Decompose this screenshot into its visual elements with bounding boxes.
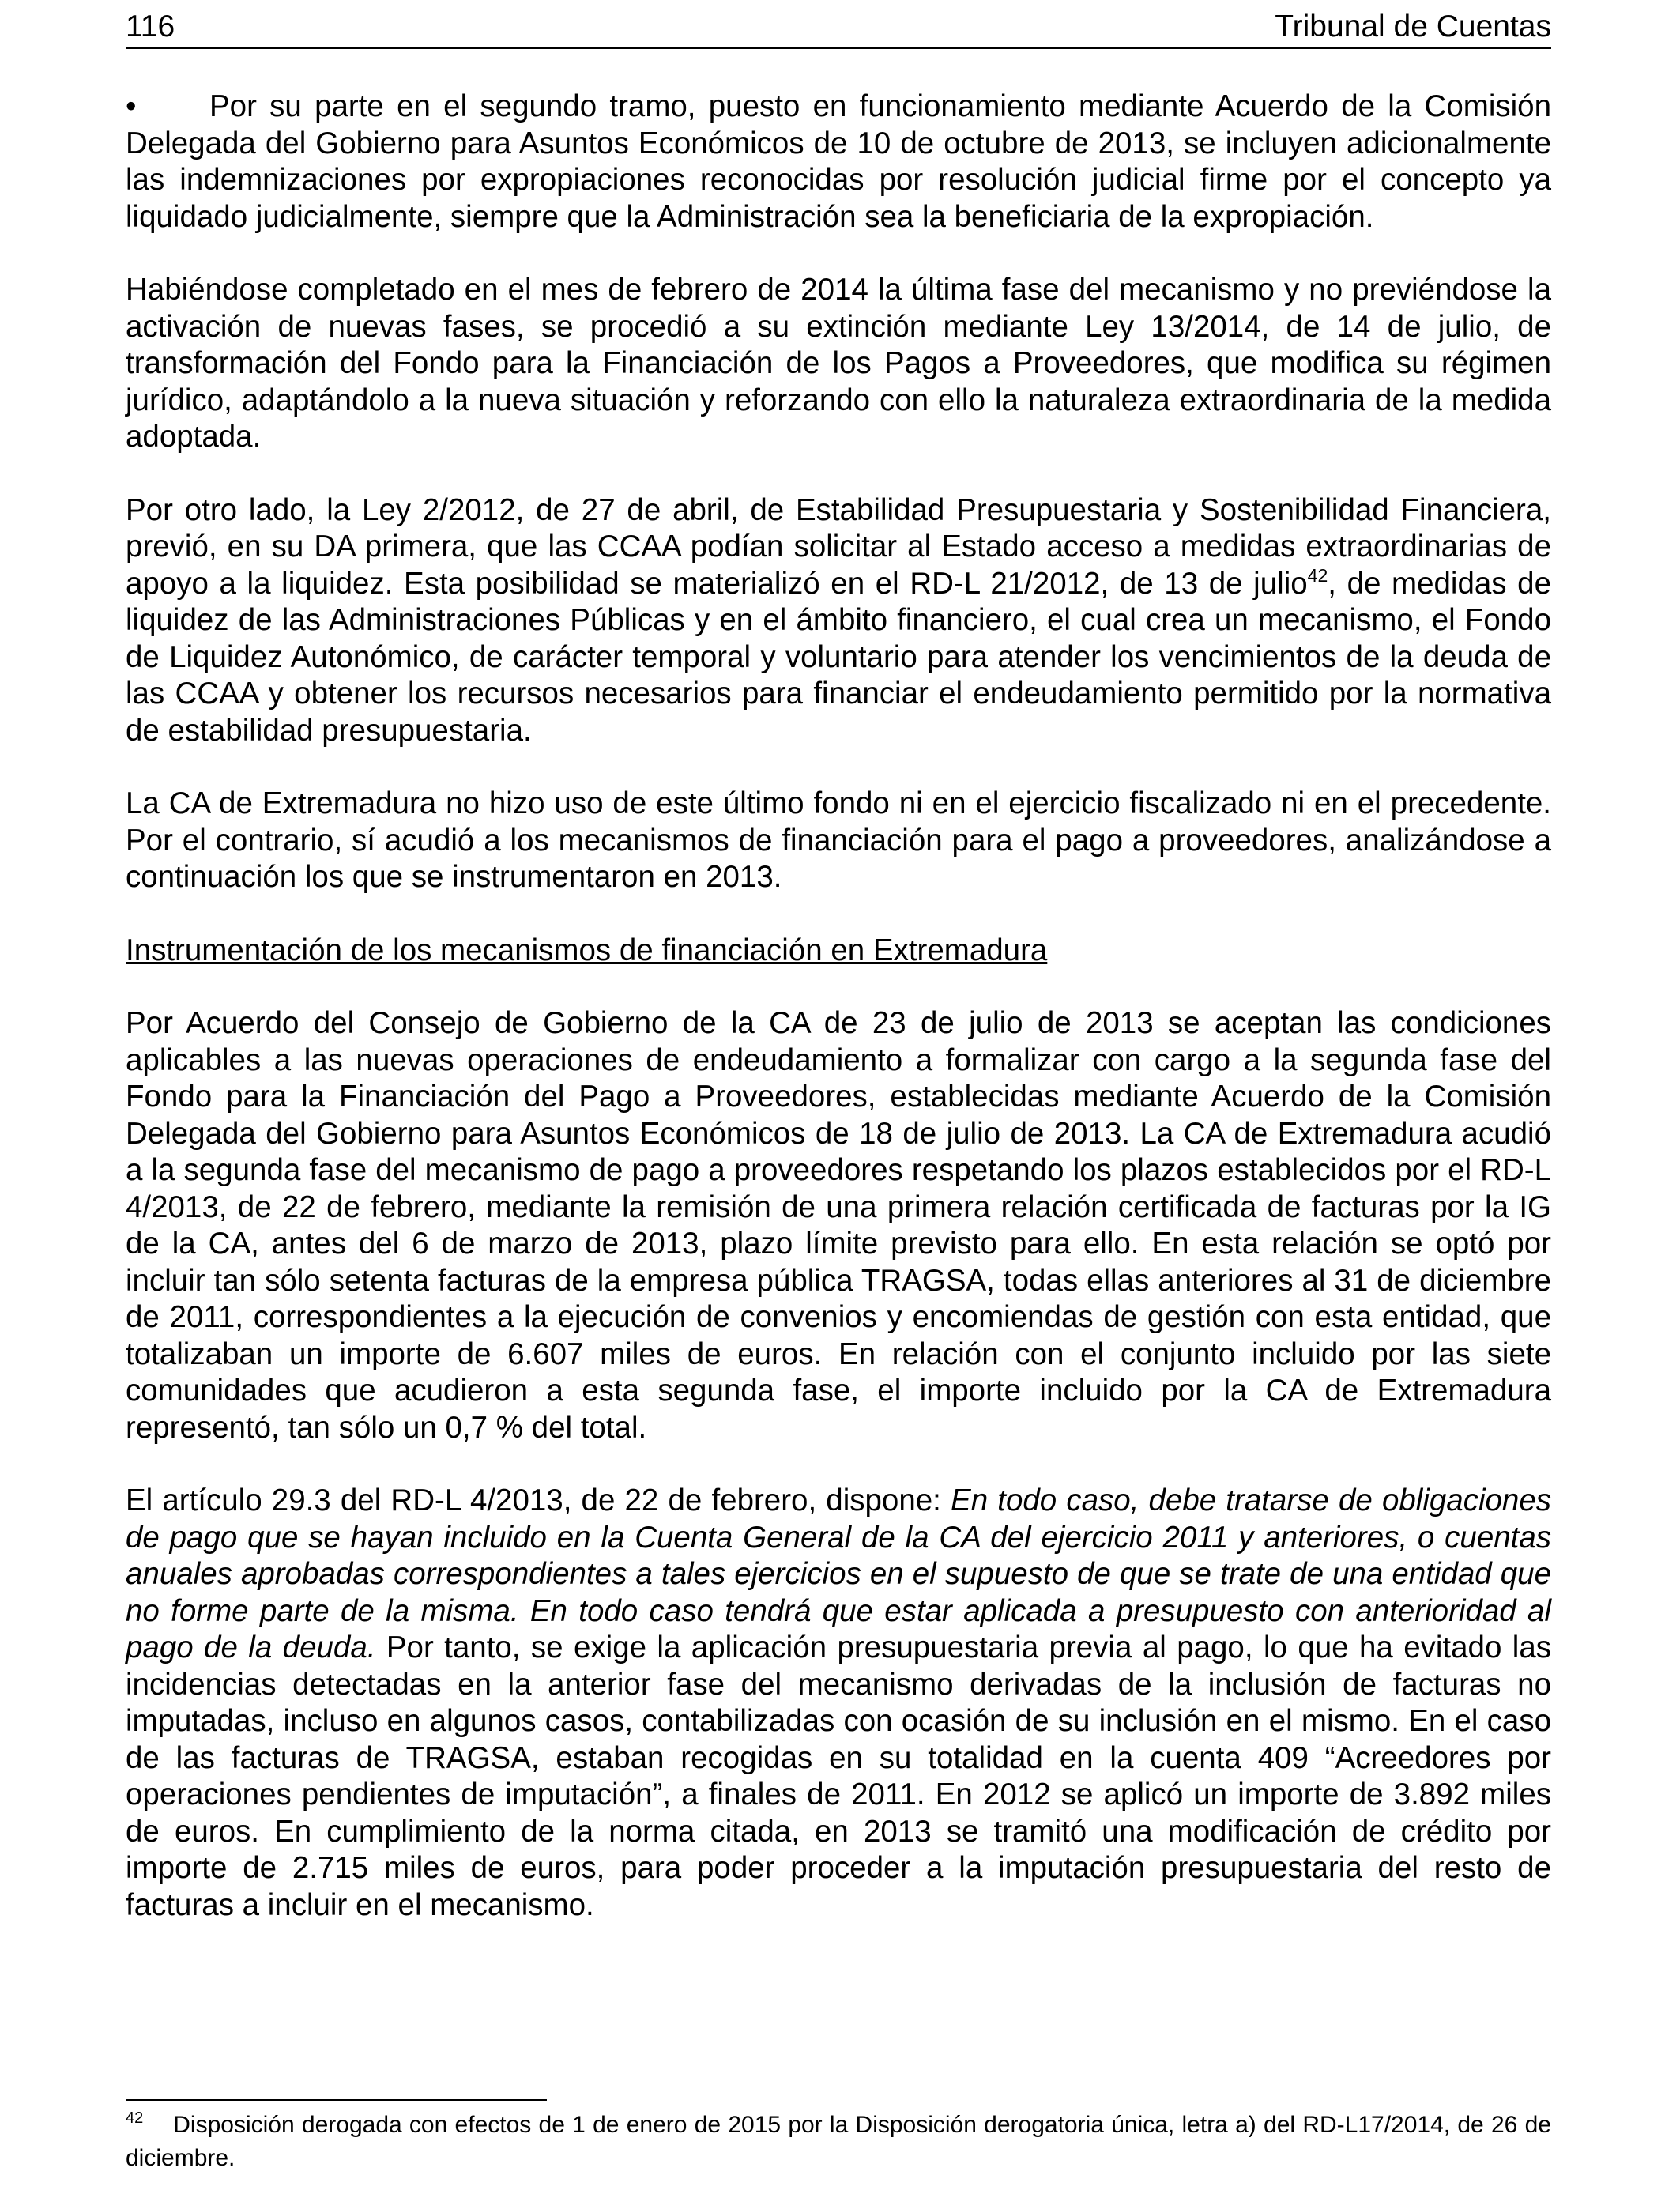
header-title: Tribunal de Cuentas [1275,9,1551,43]
paragraph-text: Por otro lado, la Ley 2/2012, de 27 de abril, de Estabilidad Presupuestaria y Sostenibilidad Financiera, previó, en su DA primera, que las CCAA podían solicitar al Estado acceso a medidas extraordinarias de apoyo a la liquidez. Esta posibilidad se materializó en el RD-L 21/2012, de 13 de julio [126,492,1551,601]
page-number: 116 [126,9,175,43]
paragraph-text: , de medidas de liquidez de las Administraciones Públicas y en el ámbito financiero, el cual crea un mecanismo, el Fondo de Liquidez Autonómico, de carácter temporal y voluntario para atender los vencimientos de la deuda de las CCAA y obtener los recursos necesarios para financiar el endeudamiento permitido por la normativa de estabilidad presupuestaria. [126,566,1551,748]
bullet-paragraph [126,89,1551,236]
body-text [126,89,1551,1960]
paragraph-text: Por su parte en el segundo tramo, puesto en funcionamiento mediante Acuerdo de la Comisión Delegada del Gobierno para Asuntos Económicos de 10 de octubre de 2013, se incluyen adicionalmente las indemnizaciones por expropiaciones reconocidas por resolución judicial firme por el concepto ya liquidado judicialmente, siempre que la Administración sea la beneficiaria de la expropiación. [126,89,1551,234]
paragraph-text: Por tanto, se exige la aplicación presupuestaria previa al pago, lo que ha evitado las incidencias detectadas en la anterior fase del mecanismo derivadas de la inclusión de facturas no imputadas, incluso en algunos casos, contabilizadas con ocasión de su inclusión en el mismo. En el caso de las facturas de TRAGSA, estaban recogidas en su totalidad en la cuenta 409 “Acreedores por operaciones pendientes de imputación”, a finales de 2011. En 2012 se aplicó un importe de 3.892 miles de euros. En cumplimiento de la norma citada, en 2013 se tramitó una modificación de crédito por importe de 2.715 miles de euros, para poder proceder a la imputación presupuestaria del resto de facturas a incluir en el mecanismo. [126,1630,1551,1922]
paragraph [126,492,1551,750]
legal-quote: En todo caso, debe tratarse de obligaciones de pago que se hayan incluido en la Cuenta General de la CA del ejercicio 2011 y anteriores, o cuentas anuales aprobadas correspondientes a tales ejercicios en el supuesto de que se trate de una entidad que no forme parte de la misma. En todo caso tendrá que estar aplicada a presupuesto con anterioridad al pago de la deuda. [126,1483,1551,1664]
paragraph: Por Acuerdo del Consejo de Gobierno de la CA de 23 de julio de 2013 se aceptan las condiciones aplicables a las nuevas operaciones de endeudamiento a formalizar con cargo a la segunda fase del Fondo para la Financiación del Pago a Proveedores, establecidas mediante Acuerdo de la Comisión Delegada del Gobierno para Asuntos Económicos de 18 de julio de 2013. La CA de Extremadura acudió a la segunda fase del mecanismo de pago a proveedores respetando los plazos establecidos por el RD-L 4/2013, de 22 de febrero, mediante la remisión de una primera relación certificada de facturas por la IG de la CA, antes del 6 de marzo de 2013, plazo límite previsto para ello. En esta relación se optó por incluir tan sólo setenta facturas de la empresa pública TRAGSA, todas ellas anteriores al 31 de diciembre de 2011, correspondientes a la ejecución de convenios y encomiendas de gestión con esta entidad, que totalizaban un importe de 6.607 miles de euros. En relación con el conjunto incluido por las siete comunidades que acudieron a esta segunda fase, el importe incluido por la CA de Extremadura representó, tan sólo un 0,7 % del total. [126,1006,1551,1445]
footnote-text: Disposición derogada con efectos de 1 de enero de 2015 por la Disposición derogatoria única, letra a) del RD-L17/2014, de 26 de diciembre. [126,2112,1551,2171]
paragraph: La CA de Extremadura no hizo uso de este último fondo ni en el ejercicio fiscalizado ni en el precedente. Por el contrario, sí acudió a los mecanismos de financiación para el pago a proveedores, analizándose a continuación los que se instrumentaron en 2013. [126,786,1551,894]
paragraph [126,1483,1551,1924]
footnote-number: 42 [126,2109,144,2127]
section-subheading: Instrumentación de los mecanismos de financiación en Extremadura [126,933,1048,967]
paragraph: Habiéndose completado en el mes de febrero de 2014 la última fase del mecanismo y no previéndose la activación de nuevas fases, se procedió a su extinción mediante Ley 13/2014, de 14 de julio, de transformación del Fondo para la Financiación de los Pagos a Proveedores, que modifica su régimen jurídico, adaptándolo a la nueva situación y reforzando con ello la naturaleza extraordinaria de la medida adoptada. [126,273,1551,454]
footnote-divider [126,2099,547,2101]
bullet-icon: • [126,89,137,123]
paragraph-text: El artículo 29.3 del RD-L 4/2013, de 22 de febrero, dispone: [126,1483,951,1517]
page-header [126,6,1551,49]
footnote-reference[interactable]: 42 [1307,564,1328,586]
footnote [126,2109,1551,2175]
